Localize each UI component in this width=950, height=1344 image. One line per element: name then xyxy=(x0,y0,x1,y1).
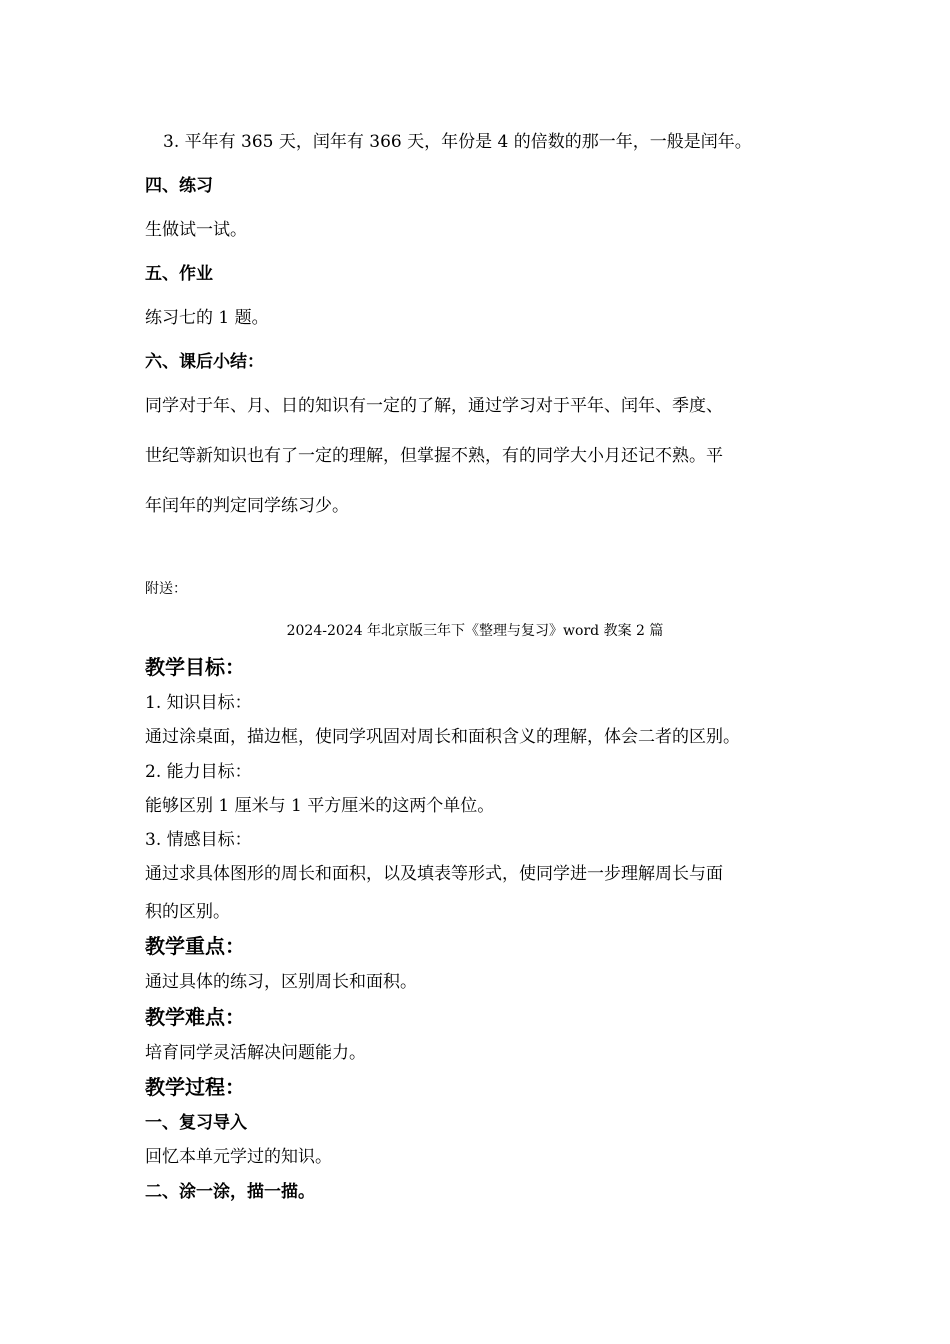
homework-text: 练习七的 1 题。 xyxy=(145,308,269,328)
attachment-label: 附送： xyxy=(145,581,187,597)
heading-process: 教学过程： xyxy=(145,1075,245,1099)
goal-2-text: 能够区别 1 厘米与 1 平方厘米的这两个单位。 xyxy=(145,796,495,816)
heading-practice: 四、练习 xyxy=(145,176,213,196)
heading-summary: 六、课后小结： xyxy=(145,352,264,372)
goal-3-text-line-2: 积的区别。 xyxy=(145,902,230,922)
summary-line-3: 年闰年的判定同学练习少。 xyxy=(145,496,349,516)
item-3-text: 3. 平年有 365 天，闰年有 366 天，年份是 4 的倍数的那一年，一般是闰年。 xyxy=(163,132,752,152)
goal-3-text-line-1: 通过求具体图形的周长和面积，以及填表等形式，使同学进一步理解周长与面 xyxy=(145,864,723,884)
goal-1-label: 1. 知识目标： xyxy=(145,693,252,713)
summary-line-1: 同学对于年、月、日的知识有一定的了解，通过学习对于平年、闰年、季度、 xyxy=(145,396,723,416)
summary-line-2: 世纪等新知识也有了一定的理解，但掌握不熟，有的同学大小月还记不熟。平 xyxy=(145,446,723,466)
heading-review: 一、复习导入 xyxy=(145,1113,247,1133)
goal-2-label: 2. 能力目标： xyxy=(145,762,252,782)
heading-homework: 五、作业 xyxy=(145,264,213,284)
goal-3-label: 3. 情感目标： xyxy=(145,830,252,850)
practice-text: 生做试一试。 xyxy=(145,220,247,240)
key-points-text: 通过具体的练习，区别周长和面积。 xyxy=(145,972,417,992)
document-title: 2024-2024 年北京版三年下《整理与复习》word 教案 2 篇 xyxy=(286,623,664,639)
heading-difficulties: 教学难点： xyxy=(145,1005,245,1029)
review-text: 回忆本单元学过的知识。 xyxy=(145,1147,332,1167)
difficulties-text: 培育同学灵活解决问题能力。 xyxy=(145,1043,366,1063)
goal-1-text: 通过涂桌面，描边框，使同学巩固对周长和面积含义的理解，体会二者的区别。 xyxy=(145,727,740,747)
heading-goals: 教学目标： xyxy=(145,655,245,679)
heading-key-points: 教学重点： xyxy=(145,934,245,958)
heading-paint-trace: 二、涂一涂，描一描。 xyxy=(145,1182,315,1202)
